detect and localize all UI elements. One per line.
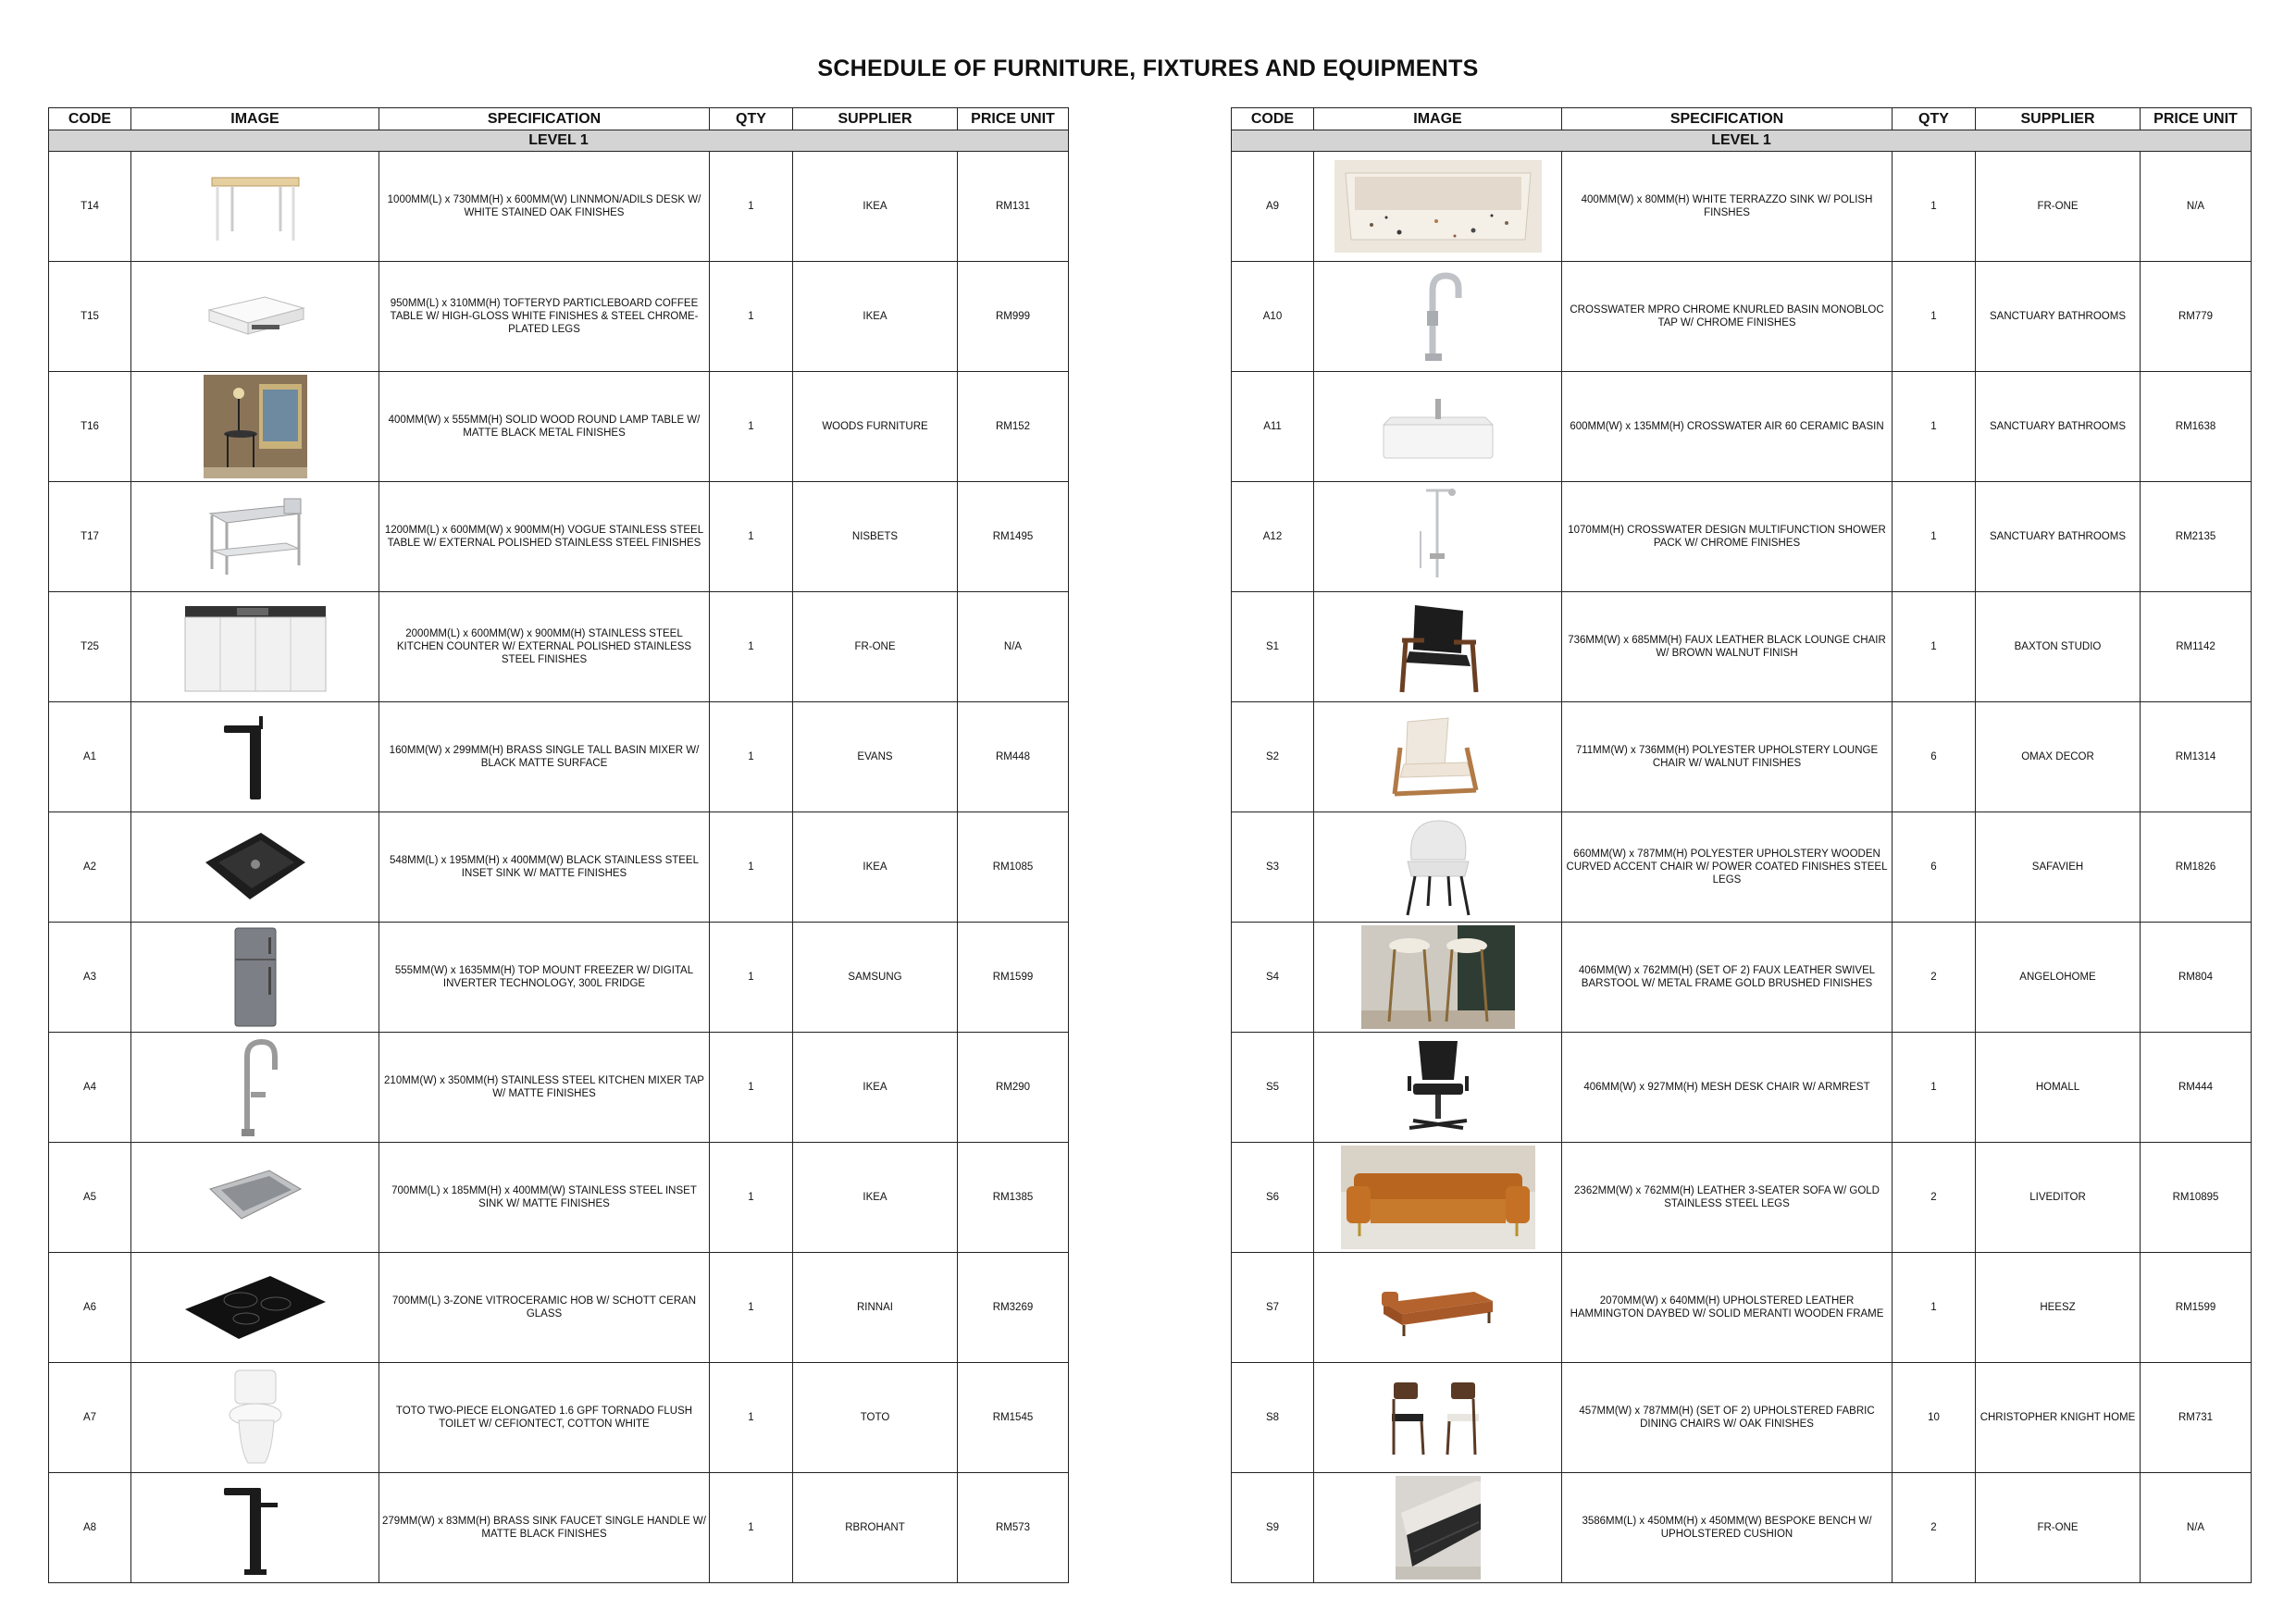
fridge-icon bbox=[134, 923, 376, 1032]
item-image-cell bbox=[1314, 923, 1562, 1033]
item-qty: 1 bbox=[1893, 1033, 1976, 1143]
item-image-cell bbox=[1314, 152, 1562, 262]
item-specification: 950MM(L) x 310MM(H) TOFTERYD PARTICLEBOARD COFFEE TABLE W/ HIGH-GLOSS WHITE FINISHES & STEEL CHROME-PLATED LEGS bbox=[379, 262, 710, 372]
table-row bbox=[49, 812, 1069, 923]
item-supplier: SAMSUNG bbox=[793, 923, 958, 1033]
item-qty: 1 bbox=[710, 812, 793, 923]
item-code: A2 bbox=[49, 812, 131, 923]
table-row bbox=[1232, 702, 2252, 812]
item-qty: 1 bbox=[710, 923, 793, 1033]
item-image-cell bbox=[1314, 702, 1562, 812]
item-price-unit: N/A bbox=[2141, 152, 2252, 262]
hob-icon bbox=[134, 1254, 376, 1362]
item-image-cell bbox=[1314, 812, 1562, 923]
item-image-cell bbox=[1314, 1473, 1562, 1583]
item-code: T15 bbox=[49, 262, 131, 372]
item-qty: 1 bbox=[710, 1253, 793, 1363]
schedule-table-right bbox=[1231, 107, 2252, 1583]
steel-sink-icon bbox=[134, 1144, 376, 1252]
schedule-table-left bbox=[48, 107, 1069, 1583]
item-price-unit: RM1826 bbox=[2141, 812, 2252, 923]
item-specification: 3586MM(L) x 450MM(H) x 450MM(W) BESPOKE BENCH W/ UPHOLSTERED CUSHION bbox=[1562, 1473, 1893, 1583]
item-price-unit: RM2135 bbox=[2141, 482, 2252, 592]
item-supplier: IKEA bbox=[793, 1033, 958, 1143]
item-qty: 1 bbox=[1893, 1253, 1976, 1363]
item-price-unit: RM779 bbox=[2141, 262, 2252, 372]
table-row bbox=[1232, 1473, 2252, 1583]
item-supplier: RINNAI bbox=[793, 1253, 958, 1363]
item-code: A3 bbox=[49, 923, 131, 1033]
item-image-cell bbox=[1314, 1363, 1562, 1473]
schedule-body bbox=[49, 130, 1069, 1583]
item-qty: 1 bbox=[710, 1473, 793, 1583]
item-price-unit: RM448 bbox=[958, 702, 1069, 812]
page-title: SCHEDULE OF FURNITURE, FIXTURES AND EQUIPMENTS bbox=[817, 56, 1479, 81]
item-qty: 2 bbox=[1893, 923, 1976, 1033]
item-specification: 210MM(W) x 350MM(H) STAINLESS STEEL KITCHEN MIXER TAP W/ MATTE FINISHES bbox=[379, 1033, 710, 1143]
item-image-cell bbox=[1314, 1033, 1562, 1143]
item-specification: 736MM(W) x 685MM(H) FAUX LEATHER BLACK LOUNGE CHAIR W/ BROWN WALNUT FINISH bbox=[1562, 592, 1893, 702]
lounge-chair-icon bbox=[1317, 593, 1558, 701]
item-price-unit: RM573 bbox=[958, 1473, 1069, 1583]
item-code: A10 bbox=[1232, 262, 1314, 372]
table-row bbox=[49, 1473, 1069, 1583]
item-price-unit: RM1545 bbox=[958, 1363, 1069, 1473]
accent-chair-icon bbox=[1317, 813, 1558, 922]
item-supplier: IKEA bbox=[793, 812, 958, 923]
table-row bbox=[1232, 262, 2252, 372]
bench-icon bbox=[1317, 1474, 1558, 1582]
item-qty: 2 bbox=[1893, 1143, 1976, 1253]
item-price-unit: RM152 bbox=[958, 372, 1069, 482]
item-supplier: EVANS bbox=[793, 702, 958, 812]
desk-chair-icon bbox=[1317, 1034, 1558, 1142]
table-row bbox=[49, 1143, 1069, 1253]
item-code: T17 bbox=[49, 482, 131, 592]
item-code: S3 bbox=[1232, 812, 1314, 923]
desk-icon bbox=[134, 153, 376, 261]
item-price-unit: RM731 bbox=[2141, 1363, 2252, 1473]
item-code: A7 bbox=[49, 1363, 131, 1473]
item-image-cell bbox=[131, 1473, 379, 1583]
item-supplier: IKEA bbox=[793, 152, 958, 262]
item-specification: 400MM(W) x 80MM(H) WHITE TERRAZZO SINK W/ POLISH FINSHES bbox=[1562, 152, 1893, 262]
item-specification: CROSSWATER MPRO CHROME KNURLED BASIN MONOBLOC TAP W/ CHROME FINISHES bbox=[1562, 262, 1893, 372]
item-specification: 548MM(L) x 195MM(H) x 400MM(W) BLACK STAINLESS STEEL INSET SINK W/ MATTE FINISHES bbox=[379, 812, 710, 923]
header-qty: QTY bbox=[1893, 108, 1976, 130]
table-row bbox=[49, 1033, 1069, 1143]
table-row bbox=[49, 372, 1069, 482]
level-row bbox=[1232, 130, 2252, 152]
item-code: A5 bbox=[49, 1143, 131, 1253]
table-row bbox=[1232, 372, 2252, 482]
item-qty: 1 bbox=[710, 372, 793, 482]
terrazzo-sink-icon bbox=[1317, 153, 1558, 261]
shower-icon bbox=[1317, 483, 1558, 591]
item-price-unit: RM1495 bbox=[958, 482, 1069, 592]
item-supplier: SAFAVIEH bbox=[1976, 812, 2141, 923]
item-price-unit: RM1599 bbox=[2141, 1253, 2252, 1363]
item-code: A11 bbox=[1232, 372, 1314, 482]
header-image: IMAGE bbox=[1314, 108, 1562, 130]
table-row bbox=[1232, 152, 2252, 262]
sink-faucet-icon bbox=[134, 1474, 376, 1582]
item-qty: 1 bbox=[710, 1363, 793, 1473]
item-specification: TOTO TWO-PIECE ELONGATED 1.6 GPF TORNADO FLUSH TOILET W/ CEFIONTECT, COTTON WHITE bbox=[379, 1363, 710, 1473]
item-price-unit: RM804 bbox=[2141, 923, 2252, 1033]
item-image-cell bbox=[131, 1143, 379, 1253]
kitchen-counter-icon bbox=[134, 593, 376, 701]
header-code: CODE bbox=[1232, 108, 1314, 130]
item-image-cell bbox=[1314, 372, 1562, 482]
item-qty: 10 bbox=[1893, 1363, 1976, 1473]
item-image-cell bbox=[1314, 1143, 1562, 1253]
item-specification: 1000MM(L) x 730MM(H) x 600MM(W) LINNMON/ADILS DESK W/ WHITE STAINED OAK FINISHES bbox=[379, 152, 710, 262]
dining-chairs-icon bbox=[1317, 1364, 1558, 1472]
header-specification: SPECIFICATION bbox=[1562, 108, 1893, 130]
item-supplier: HEESZ bbox=[1976, 1253, 2141, 1363]
item-supplier: SANCTUARY BATHROOMS bbox=[1976, 262, 2141, 372]
item-supplier: IKEA bbox=[793, 262, 958, 372]
item-image-cell bbox=[131, 592, 379, 702]
item-supplier: OMAX DECOR bbox=[1976, 702, 2141, 812]
item-code: S9 bbox=[1232, 1473, 1314, 1583]
item-code: T25 bbox=[49, 592, 131, 702]
toilet-icon bbox=[134, 1364, 376, 1472]
item-specification: 457MM(W) x 787MM(H) (SET OF 2) UPHOLSTERED FABRIC DINING CHAIRS W/ OAK FINISHES bbox=[1562, 1363, 1893, 1473]
item-price-unit: RM131 bbox=[958, 152, 1069, 262]
item-qty: 1 bbox=[1893, 482, 1976, 592]
basin-mixer-icon bbox=[134, 703, 376, 812]
item-image-cell bbox=[1314, 592, 1562, 702]
item-supplier: LIVEDITOR bbox=[1976, 1143, 2141, 1253]
item-code: A8 bbox=[49, 1473, 131, 1583]
item-price-unit: RM1385 bbox=[958, 1143, 1069, 1253]
item-price-unit: RM1638 bbox=[2141, 372, 2252, 482]
item-code: S2 bbox=[1232, 702, 1314, 812]
item-specification: 400MM(W) x 555MM(H) SOLID WOOD ROUND LAMP TABLE W/ MATTE BLACK METAL FINISHES bbox=[379, 372, 710, 482]
item-supplier: TOTO bbox=[793, 1363, 958, 1473]
item-specification: 406MM(W) x 927MM(H) MESH DESK CHAIR W/ ARMREST bbox=[1562, 1033, 1893, 1143]
item-supplier: CHRISTOPHER KNIGHT HOME bbox=[1976, 1363, 2141, 1473]
item-image-cell bbox=[1314, 262, 1562, 372]
item-specification: 711MM(W) x 736MM(H) POLYESTER UPHOLSTERY LOUNGE CHAIR W/ WALNUT FINISHES bbox=[1562, 702, 1893, 812]
black-sink-icon bbox=[134, 813, 376, 922]
item-specification: 600MM(W) x 135MM(H) CROSSWATER AIR 60 CERAMIC BASIN bbox=[1562, 372, 1893, 482]
item-specification: 406MM(W) x 762MM(H) (SET OF 2) FAUX LEATHER SWIVEL BARSTOOL W/ METAL FRAME GOLD BRUSHED FINISHES bbox=[1562, 923, 1893, 1033]
sofa-icon bbox=[1317, 1144, 1558, 1252]
item-supplier: NISBETS bbox=[793, 482, 958, 592]
table-row bbox=[49, 923, 1069, 1033]
item-supplier: FR-ONE bbox=[1976, 152, 2141, 262]
steel-table-icon bbox=[134, 483, 376, 591]
item-price-unit: RM290 bbox=[958, 1033, 1069, 1143]
item-code: A4 bbox=[49, 1033, 131, 1143]
item-code: A6 bbox=[49, 1253, 131, 1363]
item-image-cell bbox=[131, 152, 379, 262]
level-label: LEVEL 1 bbox=[49, 130, 1069, 152]
lamp-table-icon bbox=[134, 373, 376, 481]
item-specification: 555MM(W) x 1635MM(H) TOP MOUNT FREEZER W/ DIGITAL INVERTER TECHNOLOGY, 300L FRIDGE bbox=[379, 923, 710, 1033]
table-row bbox=[1232, 592, 2252, 702]
item-specification: 1070MM(H) CROSSWATER DESIGN MULTIFUNCTION SHOWER PACK W/ CHROME FINISHES bbox=[1562, 482, 1893, 592]
item-image-cell bbox=[131, 702, 379, 812]
table-row bbox=[1232, 1253, 2252, 1363]
item-specification: 660MM(W) x 787MM(H) POLYESTER UPHOLSTERY WOODEN CURVED ACCENT CHAIR W/ POWER COATED FINISHES STEEL LEGS bbox=[1562, 812, 1893, 923]
item-qty: 1 bbox=[710, 482, 793, 592]
header-row bbox=[1232, 108, 2252, 130]
item-price-unit: N/A bbox=[2141, 1473, 2252, 1583]
item-image-cell bbox=[131, 262, 379, 372]
coffee-table-icon bbox=[134, 263, 376, 371]
item-supplier: IKEA bbox=[793, 1143, 958, 1253]
item-code: S6 bbox=[1232, 1143, 1314, 1253]
item-price-unit: RM1142 bbox=[2141, 592, 2252, 702]
item-qty: 1 bbox=[710, 152, 793, 262]
item-qty: 1 bbox=[1893, 262, 1976, 372]
item-specification: 1200MM(L) x 600MM(W) x 900MM(H) VOGUE STAINLESS STEEL TABLE W/ EXTERNAL POLISHED STAINLESS STEEL FINISHES bbox=[379, 482, 710, 592]
item-specification: 279MM(W) x 83MM(H) BRASS SINK FAUCET SINGLE HANDLE W/ MATTE BLACK FINISHES bbox=[379, 1473, 710, 1583]
item-qty: 6 bbox=[1893, 702, 1976, 812]
item-code: S7 bbox=[1232, 1253, 1314, 1363]
item-qty: 1 bbox=[710, 1143, 793, 1253]
item-specification: 160MM(W) x 299MM(H) BRASS SINGLE TALL BASIN MIXER W/ BLACK MATTE SURFACE bbox=[379, 702, 710, 812]
schedule-body bbox=[1232, 130, 2252, 1583]
table-row bbox=[49, 262, 1069, 372]
item-supplier: FR-ONE bbox=[1976, 1473, 2141, 1583]
item-supplier: FR-ONE bbox=[793, 592, 958, 702]
table-row bbox=[1232, 482, 2252, 592]
item-image-cell bbox=[131, 923, 379, 1033]
table-row bbox=[1232, 1033, 2252, 1143]
header-price-unit: PRICE UNIT bbox=[958, 108, 1069, 130]
item-code: S8 bbox=[1232, 1363, 1314, 1473]
item-price-unit: RM444 bbox=[2141, 1033, 2252, 1143]
item-qty: 1 bbox=[1893, 152, 1976, 262]
table-row bbox=[49, 1253, 1069, 1363]
item-code: S4 bbox=[1232, 923, 1314, 1033]
item-supplier: RBROHANT bbox=[793, 1473, 958, 1583]
item-supplier: BAXTON STUDIO bbox=[1976, 592, 2141, 702]
table-row bbox=[49, 1363, 1069, 1473]
item-code: S1 bbox=[1232, 592, 1314, 702]
kitchen-tap-icon bbox=[134, 1034, 376, 1142]
table-row bbox=[1232, 1363, 2252, 1473]
item-qty: 1 bbox=[1893, 592, 1976, 702]
table-row bbox=[49, 152, 1069, 262]
item-image-cell bbox=[131, 1363, 379, 1473]
level-label: LEVEL 1 bbox=[1232, 130, 2252, 152]
header-supplier: SUPPLIER bbox=[1976, 108, 2141, 130]
item-price-unit: RM1599 bbox=[958, 923, 1069, 1033]
item-qty: 1 bbox=[710, 262, 793, 372]
item-code: A1 bbox=[49, 702, 131, 812]
item-supplier: HOMALL bbox=[1976, 1033, 2141, 1143]
basin-tap-icon bbox=[1317, 263, 1558, 371]
table-row bbox=[1232, 812, 2252, 923]
item-price-unit: RM3269 bbox=[958, 1253, 1069, 1363]
item-qty: 1 bbox=[710, 1033, 793, 1143]
header-image: IMAGE bbox=[131, 108, 379, 130]
upholstery-chair-icon bbox=[1317, 703, 1558, 812]
header-qty: QTY bbox=[710, 108, 793, 130]
item-code: S5 bbox=[1232, 1033, 1314, 1143]
item-code: A12 bbox=[1232, 482, 1314, 592]
header-row bbox=[49, 108, 1069, 130]
item-code: T14 bbox=[49, 152, 131, 262]
item-specification: 2070MM(W) x 640MM(H) UPHOLSTERED LEATHER HAMMINGTON DAYBED W/ SOLID MERANTI WOODEN FRAME bbox=[1562, 1253, 1893, 1363]
item-specification: 2000MM(L) x 600MM(W) x 900MM(H) STAINLESS STEEL KITCHEN COUNTER W/ EXTERNAL POLISHED STAINLESS STEEL FINISHES bbox=[379, 592, 710, 702]
header-supplier: SUPPLIER bbox=[793, 108, 958, 130]
item-qty: 1 bbox=[1893, 372, 1976, 482]
item-image-cell bbox=[131, 1033, 379, 1143]
item-image-cell bbox=[1314, 482, 1562, 592]
table-row bbox=[1232, 923, 2252, 1033]
daybed-icon bbox=[1317, 1254, 1558, 1362]
item-supplier: ANGELOHOME bbox=[1976, 923, 2141, 1033]
barstool-icon bbox=[1317, 923, 1558, 1032]
item-image-cell bbox=[131, 812, 379, 923]
item-price-unit: N/A bbox=[958, 592, 1069, 702]
item-specification: 700MM(L) x 185MM(H) x 400MM(W) STAINLESS STEEL INSET SINK W/ MATTE FINISHES bbox=[379, 1143, 710, 1253]
header-price-unit: PRICE UNIT bbox=[2141, 108, 2252, 130]
item-specification: 700MM(L) 3-ZONE VITROCERAMIC HOB W/ SCHOTT CERAN GLASS bbox=[379, 1253, 710, 1363]
table-row bbox=[49, 592, 1069, 702]
item-code: A9 bbox=[1232, 152, 1314, 262]
item-qty: 1 bbox=[710, 702, 793, 812]
item-supplier: SANCTUARY BATHROOMS bbox=[1976, 482, 2141, 592]
item-specification: 2362MM(W) x 762MM(H) LEATHER 3-SEATER SOFA W/ GOLD STAINLESS STEEL LEGS bbox=[1562, 1143, 1893, 1253]
item-qty: 1 bbox=[710, 592, 793, 702]
item-image-cell bbox=[1314, 1253, 1562, 1363]
item-code: T16 bbox=[49, 372, 131, 482]
ceramic-basin-icon bbox=[1317, 373, 1558, 481]
item-price-unit: RM10895 bbox=[2141, 1143, 2252, 1253]
item-price-unit: RM1085 bbox=[958, 812, 1069, 923]
item-image-cell bbox=[131, 1253, 379, 1363]
item-image-cell bbox=[131, 372, 379, 482]
item-supplier: WOODS FURNITURE bbox=[793, 372, 958, 482]
header-specification: SPECIFICATION bbox=[379, 108, 710, 130]
item-supplier: SANCTUARY BATHROOMS bbox=[1976, 372, 2141, 482]
item-qty: 2 bbox=[1893, 1473, 1976, 1583]
table-row bbox=[49, 702, 1069, 812]
item-image-cell bbox=[131, 482, 379, 592]
item-price-unit: RM1314 bbox=[2141, 702, 2252, 812]
header-code: CODE bbox=[49, 108, 131, 130]
item-qty: 6 bbox=[1893, 812, 1976, 923]
table-row bbox=[1232, 1143, 2252, 1253]
table-row bbox=[49, 482, 1069, 592]
level-row bbox=[49, 130, 1069, 152]
item-price-unit: RM999 bbox=[958, 262, 1069, 372]
